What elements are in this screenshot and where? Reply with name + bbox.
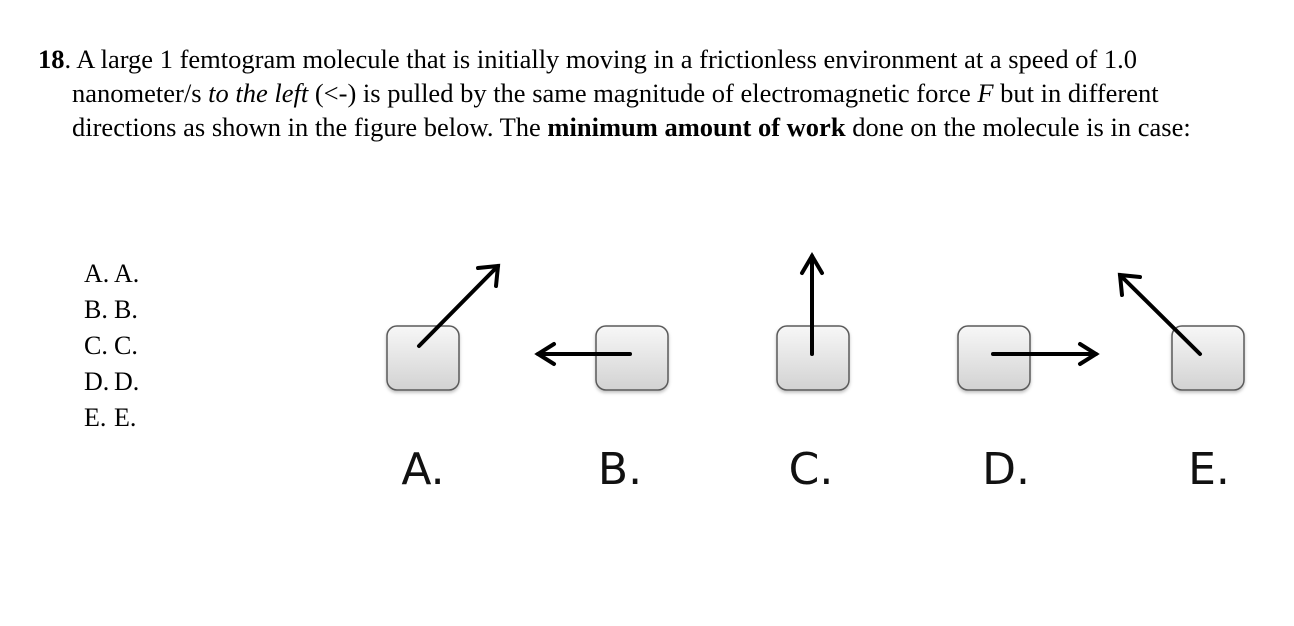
option-letter: D. bbox=[84, 367, 110, 396]
option-text: C. bbox=[114, 331, 138, 360]
option-letter: A. bbox=[84, 259, 110, 288]
figure-label-d: D. bbox=[982, 444, 1030, 495]
option-text: D. bbox=[114, 367, 140, 396]
question-text-part: but in different directions as shown in the figure below. The bbox=[72, 78, 1159, 142]
figure-label-b: B. bbox=[597, 444, 643, 495]
question-emphasis-direction: to the left bbox=[208, 78, 309, 108]
option-text: E. bbox=[114, 403, 137, 432]
question-force-symbol: F bbox=[977, 78, 994, 108]
molecule-box-b bbox=[596, 326, 668, 390]
option-letter: C. bbox=[84, 331, 108, 360]
question-number: 18 bbox=[38, 44, 65, 74]
question-text-part: done on the molecule is in case: bbox=[845, 112, 1191, 142]
option-letter: B. bbox=[84, 295, 108, 324]
figure-label-a: A. bbox=[401, 444, 445, 495]
molecule-box-a bbox=[387, 326, 459, 390]
question-emphasis-minimum-work: minimum amount of work bbox=[547, 112, 846, 142]
figure-label-c: C. bbox=[788, 444, 834, 495]
question-text-part: . A large 1 femtogram molecule that is initially moving in a frictionless environment at a speed of 1.0 nanometer/s bbox=[64, 44, 1138, 108]
option-text: B. bbox=[114, 295, 138, 324]
option-text: A. bbox=[114, 259, 140, 288]
figure-label-e: E. bbox=[1188, 444, 1230, 495]
molecule-box-d bbox=[958, 326, 1030, 390]
force-arrow-e bbox=[1120, 275, 1200, 354]
question-text-part: (<-) is pulled by the same magnitude of electromagnetic force bbox=[308, 78, 978, 108]
option-letter: E. bbox=[84, 403, 107, 432]
